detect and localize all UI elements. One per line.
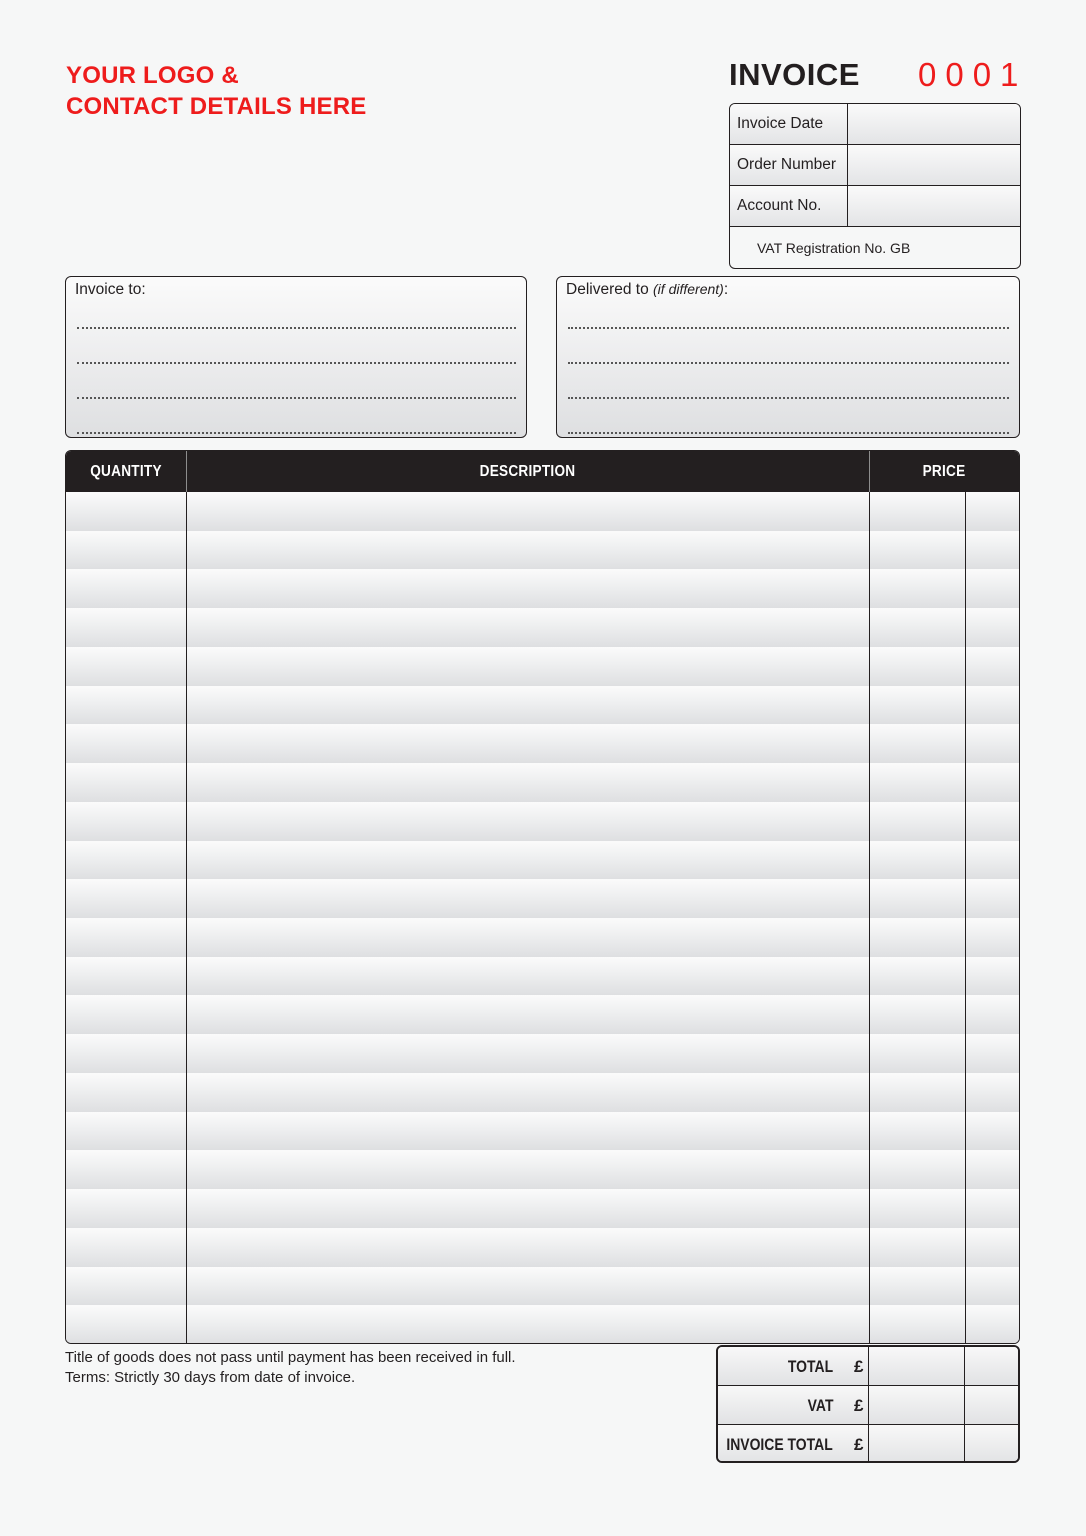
table-row[interactable] <box>66 879 1019 918</box>
delivered-to-line-1[interactable] <box>568 327 1009 329</box>
invoice-date-label: Invoice Date <box>737 115 824 132</box>
table-row[interactable] <box>66 763 1019 802</box>
account-no-row <box>730 186 1020 227</box>
table-row[interactable] <box>66 608 1019 647</box>
header-divider-price <box>869 451 870 492</box>
column-divider-price <box>869 492 870 1343</box>
invoice-to-line-4[interactable] <box>77 432 516 434</box>
invoice-total-currency: £ <box>854 1435 864 1454</box>
total-currency: £ <box>854 1357 864 1376</box>
table-row[interactable] <box>66 1073 1019 1112</box>
table-row[interactable] <box>66 802 1019 841</box>
invoice-meta-box <box>729 103 1021 269</box>
table-row[interactable] <box>66 531 1019 570</box>
invoice-to-label: Invoice to: <box>75 281 146 298</box>
vat-currency: £ <box>854 1396 864 1415</box>
table-row[interactable] <box>66 1034 1019 1073</box>
header-divider-quantity <box>186 451 187 492</box>
delivered-to-line-3[interactable] <box>568 397 1009 399</box>
table-row[interactable] <box>66 1112 1019 1151</box>
table-row[interactable] <box>66 686 1019 725</box>
terms-text <box>65 1348 516 1388</box>
order-number-label: Order Number <box>737 156 837 173</box>
totals-divider-pence <box>964 1347 965 1461</box>
vat-registration[interactable]: VAT Registration No. GB <box>757 240 911 256</box>
vat-pounds-field[interactable] <box>870 1386 964 1425</box>
totals-box <box>716 1345 1020 1463</box>
column-header-description: DESCRIPTION <box>479 463 576 480</box>
column-divider-pence <box>965 492 966 1343</box>
invoice-date-field[interactable] <box>847 104 1020 144</box>
table-row[interactable] <box>66 1267 1019 1306</box>
vat-pence-field[interactable] <box>966 1386 1020 1425</box>
invoice-to-line-1[interactable] <box>77 327 516 329</box>
table-row[interactable] <box>66 957 1019 996</box>
column-divider-quantity <box>186 492 187 1343</box>
table-row[interactable] <box>66 647 1019 686</box>
invoice-total-pounds-field[interactable] <box>870 1425 964 1463</box>
account-no-label: Account No. <box>737 197 822 214</box>
invoice-number: 0001 <box>918 56 1028 93</box>
invoice-to-line-2[interactable] <box>77 362 516 364</box>
column-header-quantity: QUANTITY <box>90 463 162 480</box>
delivered-to-label-text: Delivered to <box>566 281 654 298</box>
total-pence-field[interactable] <box>966 1347 1020 1386</box>
table-row[interactable] <box>66 995 1019 1034</box>
delivered-to-box[interactable] <box>556 276 1020 438</box>
total-label: TOTAL <box>787 1357 833 1376</box>
table-row[interactable] <box>66 1305 1019 1344</box>
invoice-total-label: INVOICE TOTAL <box>726 1435 833 1454</box>
totals-divider-pounds <box>868 1347 869 1461</box>
terms-line-1: Title of goods does not pass until payment has been received in full. <box>65 1349 516 1366</box>
table-row[interactable] <box>66 1189 1019 1228</box>
delivered-to-label-note: (if different) <box>653 281 724 297</box>
invoice-to-box[interactable] <box>65 276 527 438</box>
logo-line-2: CONTACT DETAILS HERE <box>66 93 367 120</box>
delivered-to-line-4[interactable] <box>568 432 1009 434</box>
terms-line-2: Terms: Strictly 30 days from date of invoice. <box>65 1369 356 1386</box>
table-row[interactable] <box>66 492 1019 531</box>
line-items-table <box>65 450 1020 1344</box>
table-row[interactable] <box>66 841 1019 880</box>
vat-label: VAT <box>807 1396 833 1415</box>
invoice-to-line-3[interactable] <box>77 397 516 399</box>
table-header <box>66 451 1019 492</box>
logo-line-1: YOUR LOGO & <box>66 62 239 89</box>
table-row[interactable] <box>66 569 1019 608</box>
delivered-to-line-2[interactable] <box>568 362 1009 364</box>
total-pounds-field[interactable] <box>870 1347 964 1386</box>
table-row[interactable] <box>66 918 1019 957</box>
table-row[interactable] <box>66 724 1019 763</box>
table-row[interactable] <box>66 1150 1019 1189</box>
invoice-total-pence-field[interactable] <box>966 1425 1020 1463</box>
table-row[interactable] <box>66 1228 1019 1267</box>
invoice-date-row <box>730 104 1020 145</box>
invoice-title: INVOICE <box>729 57 860 92</box>
order-number-field[interactable] <box>847 145 1020 185</box>
account-no-field[interactable] <box>847 186 1020 226</box>
column-header-price: PRICE <box>922 463 966 480</box>
delivered-to-label <box>566 281 728 299</box>
delivered-to-label-colon: : <box>723 281 729 298</box>
logo-placeholder <box>66 60 366 122</box>
order-number-row <box>730 145 1020 186</box>
